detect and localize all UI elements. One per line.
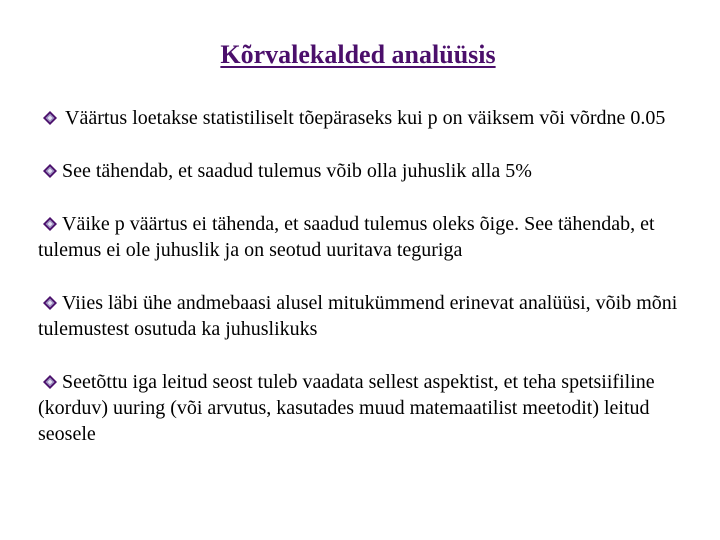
- diamond-bullet-icon: [43, 296, 57, 310]
- slide-title: Kõrvalekalded analüüsis: [220, 40, 496, 69]
- diamond-bullet-icon: [43, 375, 57, 389]
- diamond-bullet-icon: [43, 164, 57, 178]
- bullet-text: Väärtus loetakse statistiliselt tõepäraseks kui p on väiksem või võrdne 0.05: [65, 107, 666, 129]
- bullet-item-5: [38, 369, 688, 447]
- bullet-text: See tähendab, et saadud tulemus võib olla juhuslik alla 5%: [62, 160, 532, 182]
- diamond-bullet-icon: [43, 217, 57, 231]
- diamond-bullet-icon: [43, 111, 57, 125]
- bullet-item-1: [38, 105, 688, 131]
- bullet-item-3: [38, 211, 688, 263]
- bullet-item-2: [38, 158, 688, 184]
- bullet-list: [38, 105, 688, 447]
- bullet-item-4: [38, 290, 688, 342]
- bullet-text: Väike p väärtus ei tähenda, et saadud tulemus oleks õige. See tähendab, et tulemus ei ole juhuslik ja on seotud uuritava teguriga: [38, 213, 655, 261]
- bullet-text: Viies läbi ühe andmebaasi alusel mitukümmend erinevat analüüsi, võib mõni tulemustest osutuda ka juhuslikuks: [38, 292, 678, 340]
- bullet-text: Seetõttu iga leitud seost tuleb vaadata sellest aspektist, et teha spetsiifiline (korduv) uuring (või arvutus, kasutades muud matemaatilist meetodit) leitud seosele: [38, 371, 655, 445]
